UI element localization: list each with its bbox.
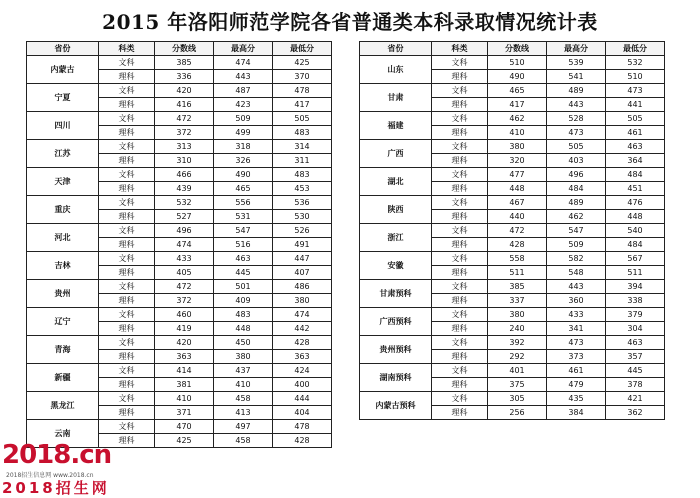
min-score-cell: 442 [273, 322, 332, 336]
max-score-cell: 509 [214, 112, 273, 126]
province-cell: 四川 [27, 112, 99, 140]
cutoff-score-cell: 414 [155, 364, 214, 378]
min-score-cell: 463 [606, 336, 665, 350]
max-score-cell: 487 [214, 84, 273, 98]
table-header-row [360, 42, 665, 56]
cutoff-score-cell: 240 [488, 322, 547, 336]
cutoff-score-cell: 460 [155, 308, 214, 322]
min-score-cell: 444 [273, 392, 332, 406]
max-score-cell: 473 [547, 126, 606, 140]
max-score-cell: 413 [214, 406, 273, 420]
cutoff-score-cell: 472 [155, 280, 214, 294]
max-score-cell: 489 [547, 196, 606, 210]
min-score-cell: 424 [273, 364, 332, 378]
cutoff-score-cell: 292 [488, 350, 547, 364]
min-score-cell: 474 [273, 308, 332, 322]
subject-cell: 文科 [99, 140, 155, 154]
subject-cell: 文科 [432, 308, 488, 322]
subject-cell: 理科 [99, 154, 155, 168]
max-score-cell: 556 [214, 196, 273, 210]
max-score-cell: 380 [214, 350, 273, 364]
subject-cell: 文科 [99, 84, 155, 98]
province-cell: 浙江 [360, 224, 432, 252]
cutoff-score-cell: 511 [488, 266, 547, 280]
max-score-cell: 505 [547, 140, 606, 154]
min-score-cell: 338 [606, 294, 665, 308]
min-score-cell: 478 [273, 420, 332, 434]
subject-cell: 理科 [99, 406, 155, 420]
province-cell: 甘肃 [360, 84, 432, 112]
subject-cell: 理科 [99, 182, 155, 196]
min-score-cell: 461 [606, 126, 665, 140]
province-cell: 江苏 [27, 140, 99, 168]
min-score-cell: 357 [606, 350, 665, 364]
min-score-cell: 540 [606, 224, 665, 238]
max-score-cell: 461 [547, 364, 606, 378]
subject-cell: 文科 [432, 56, 488, 70]
table-row [360, 336, 665, 350]
table-row [360, 308, 665, 322]
min-score-cell: 304 [606, 322, 665, 336]
min-score-cell: 536 [273, 196, 332, 210]
cutoff-score-cell: 496 [155, 224, 214, 238]
subject-cell: 文科 [432, 168, 488, 182]
cutoff-score-cell: 466 [155, 168, 214, 182]
min-score-cell: 567 [606, 252, 665, 266]
max-score-cell: 541 [547, 70, 606, 84]
cutoff-score-cell: 472 [155, 112, 214, 126]
subject-cell: 文科 [99, 392, 155, 406]
cutoff-score-cell: 405 [155, 266, 214, 280]
table-row [360, 56, 665, 70]
subject-cell: 理科 [99, 378, 155, 392]
province-cell: 内蒙古 [27, 56, 99, 84]
cutoff-score-cell: 363 [155, 350, 214, 364]
cutoff-score-cell: 417 [488, 98, 547, 112]
subject-cell: 理科 [432, 182, 488, 196]
cutoff-score-cell: 532 [155, 196, 214, 210]
cutoff-score-cell: 439 [155, 182, 214, 196]
min-score-cell: 476 [606, 196, 665, 210]
min-score-cell: 428 [273, 336, 332, 350]
subject-cell: 文科 [99, 252, 155, 266]
cutoff-score-cell: 420 [155, 336, 214, 350]
province-cell: 甘肃预科 [360, 280, 432, 308]
max-score-cell: 458 [214, 392, 273, 406]
min-score-cell: 473 [606, 84, 665, 98]
max-score-cell: 448 [214, 322, 273, 336]
table-row [27, 308, 332, 322]
table-row [27, 140, 332, 154]
min-score-cell: 447 [273, 252, 332, 266]
cutoff-score-cell: 416 [155, 98, 214, 112]
max-score-cell: 463 [214, 252, 273, 266]
subject-cell: 文科 [99, 168, 155, 182]
watermark-main-text: 2018.cn [2, 440, 112, 470]
table-row [27, 420, 332, 434]
subject-cell: 文科 [99, 224, 155, 238]
cutoff-score-cell: 410 [488, 126, 547, 140]
cutoff-score-cell: 448 [488, 182, 547, 196]
subject-cell: 理科 [432, 238, 488, 252]
cutoff-score-cell: 474 [155, 238, 214, 252]
subject-cell: 理科 [99, 322, 155, 336]
cutoff-score-cell: 465 [488, 84, 547, 98]
subject-cell: 文科 [432, 196, 488, 210]
province-cell: 河北 [27, 224, 99, 252]
province-cell: 贵州预科 [360, 336, 432, 364]
province-cell: 广西 [360, 140, 432, 168]
cutoff-score-cell: 433 [155, 252, 214, 266]
min-score-cell: 478 [273, 84, 332, 98]
min-score-cell: 362 [606, 406, 665, 420]
subject-cell: 理科 [432, 98, 488, 112]
min-score-cell: 379 [606, 308, 665, 322]
max-score-cell: 433 [547, 308, 606, 322]
min-score-cell: 484 [606, 238, 665, 252]
cutoff-score-cell: 420 [155, 84, 214, 98]
subject-cell: 文科 [432, 140, 488, 154]
province-cell: 湖南预科 [360, 364, 432, 392]
cutoff-score-cell: 467 [488, 196, 547, 210]
max-score-cell: 547 [547, 224, 606, 238]
max-score-cell: 409 [214, 294, 273, 308]
max-score-cell: 484 [547, 182, 606, 196]
max-score-cell: 384 [547, 406, 606, 420]
subject-cell: 文科 [99, 364, 155, 378]
max-score-cell: 509 [547, 238, 606, 252]
province-cell: 湖北 [360, 168, 432, 196]
max-score-cell: 458 [214, 434, 273, 448]
subject-cell: 文科 [99, 112, 155, 126]
subject-cell: 理科 [432, 322, 488, 336]
subject-cell: 文科 [432, 84, 488, 98]
table-row [27, 196, 332, 210]
subject-cell: 文科 [99, 308, 155, 322]
min-score-cell: 491 [273, 238, 332, 252]
table-row [360, 224, 665, 238]
min-score-cell: 463 [606, 140, 665, 154]
max-score-cell: 403 [547, 154, 606, 168]
cutoff-score-cell: 310 [155, 154, 214, 168]
max-score-cell: 489 [547, 84, 606, 98]
cutoff-score-cell: 372 [155, 294, 214, 308]
table-row [360, 280, 665, 294]
max-score-cell: 499 [214, 126, 273, 140]
max-score-cell: 582 [547, 252, 606, 266]
max-score-cell: 318 [214, 140, 273, 154]
column-header: 省份 [360, 42, 432, 56]
max-score-cell: 516 [214, 238, 273, 252]
subject-cell: 文科 [432, 364, 488, 378]
table-row [27, 252, 332, 266]
min-score-cell: 505 [606, 112, 665, 126]
subject-cell: 理科 [99, 350, 155, 364]
min-score-cell: 417 [273, 98, 332, 112]
max-score-cell: 474 [214, 56, 273, 70]
cutoff-score-cell: 320 [488, 154, 547, 168]
min-score-cell: 378 [606, 378, 665, 392]
min-score-cell: 425 [273, 56, 332, 70]
cutoff-score-cell: 375 [488, 378, 547, 392]
subject-cell: 理科 [99, 126, 155, 140]
cutoff-score-cell: 385 [488, 280, 547, 294]
min-score-cell: 505 [273, 112, 332, 126]
column-header: 省份 [27, 42, 99, 56]
subject-cell: 理科 [432, 266, 488, 280]
min-score-cell: 530 [273, 210, 332, 224]
subject-cell: 理科 [99, 238, 155, 252]
watermark-small-text: 2018招生信息网 www.2018.cn [6, 472, 94, 479]
table-row [27, 280, 332, 294]
watermark-logo [0, 440, 170, 495]
page-title: 2015 年洛阳师范学院各省普通类本科录取情况统计表 [102, 10, 598, 34]
min-score-cell: 314 [273, 140, 332, 154]
min-score-cell: 363 [273, 350, 332, 364]
province-cell: 宁夏 [27, 84, 99, 112]
max-score-cell: 341 [547, 322, 606, 336]
min-score-cell: 407 [273, 266, 332, 280]
subject-cell: 理科 [432, 126, 488, 140]
subject-cell: 文科 [99, 336, 155, 350]
province-cell: 广西预科 [360, 308, 432, 336]
subject-cell: 理科 [99, 266, 155, 280]
province-cell: 安徽 [360, 252, 432, 280]
cutoff-score-cell: 381 [155, 378, 214, 392]
max-score-cell: 462 [547, 210, 606, 224]
max-score-cell: 497 [214, 420, 273, 434]
cutoff-score-cell: 380 [488, 140, 547, 154]
cutoff-score-cell: 371 [155, 406, 214, 420]
min-score-cell: 441 [606, 98, 665, 112]
subject-cell: 理科 [432, 378, 488, 392]
max-score-cell: 443 [214, 70, 273, 84]
column-header: 最低分 [273, 42, 332, 56]
cutoff-score-cell: 337 [488, 294, 547, 308]
min-score-cell: 483 [273, 126, 332, 140]
province-cell: 重庆 [27, 196, 99, 224]
cutoff-score-cell: 425 [155, 434, 214, 448]
max-score-cell: 465 [214, 182, 273, 196]
min-score-cell: 511 [606, 266, 665, 280]
min-score-cell: 400 [273, 378, 332, 392]
table-row [27, 84, 332, 98]
watermark-bottom-text: 2018招生网 [2, 479, 110, 497]
table-row [27, 392, 332, 406]
max-score-cell: 443 [547, 98, 606, 112]
min-score-cell: 445 [606, 364, 665, 378]
cutoff-score-cell: 440 [488, 210, 547, 224]
province-cell: 黑龙江 [27, 392, 99, 420]
subject-cell: 理科 [99, 294, 155, 308]
province-cell: 云南 [27, 420, 99, 448]
cutoff-score-cell: 336 [155, 70, 214, 84]
table-row [360, 140, 665, 154]
subject-cell: 理科 [432, 350, 488, 364]
province-cell: 辽宁 [27, 308, 99, 336]
subject-cell: 文科 [432, 392, 488, 406]
max-score-cell: 496 [547, 168, 606, 182]
province-cell: 新疆 [27, 364, 99, 392]
cutoff-score-cell: 256 [488, 406, 547, 420]
max-score-cell: 547 [214, 224, 273, 238]
cutoff-score-cell: 372 [155, 126, 214, 140]
cutoff-score-cell: 527 [155, 210, 214, 224]
table-row [27, 336, 332, 350]
min-score-cell: 370 [273, 70, 332, 84]
cutoff-score-cell: 477 [488, 168, 547, 182]
min-score-cell: 311 [273, 154, 332, 168]
table-row [360, 84, 665, 98]
cutoff-score-cell: 470 [155, 420, 214, 434]
max-score-cell: 373 [547, 350, 606, 364]
subject-cell: 理科 [432, 210, 488, 224]
min-score-cell: 421 [606, 392, 665, 406]
score-table-left [26, 41, 332, 448]
min-score-cell: 483 [273, 168, 332, 182]
min-score-cell: 510 [606, 70, 665, 84]
min-score-cell: 532 [606, 56, 665, 70]
table-row [27, 56, 332, 70]
cutoff-score-cell: 472 [488, 224, 547, 238]
column-header: 最高分 [214, 42, 273, 56]
subject-cell: 理科 [432, 294, 488, 308]
province-cell: 青海 [27, 336, 99, 364]
subject-cell: 文科 [99, 280, 155, 294]
min-score-cell: 486 [273, 280, 332, 294]
table-row [360, 168, 665, 182]
column-header: 最高分 [547, 42, 606, 56]
min-score-cell: 380 [273, 294, 332, 308]
min-score-cell: 428 [273, 434, 332, 448]
province-cell: 山东 [360, 56, 432, 84]
max-score-cell: 501 [214, 280, 273, 294]
subject-cell: 理科 [432, 70, 488, 84]
max-score-cell: 528 [547, 112, 606, 126]
cutoff-score-cell: 410 [155, 392, 214, 406]
max-score-cell: 473 [547, 336, 606, 350]
province-cell: 天津 [27, 168, 99, 196]
cutoff-score-cell: 490 [488, 70, 547, 84]
max-score-cell: 443 [547, 280, 606, 294]
max-score-cell: 539 [547, 56, 606, 70]
table-row [360, 252, 665, 266]
min-score-cell: 451 [606, 182, 665, 196]
max-score-cell: 435 [547, 392, 606, 406]
max-score-cell: 531 [214, 210, 273, 224]
column-header: 分数线 [155, 42, 214, 56]
max-score-cell: 437 [214, 364, 273, 378]
cutoff-score-cell: 462 [488, 112, 547, 126]
max-score-cell: 445 [214, 266, 273, 280]
min-score-cell: 453 [273, 182, 332, 196]
province-cell: 福建 [360, 112, 432, 140]
cutoff-score-cell: 419 [155, 322, 214, 336]
max-score-cell: 450 [214, 336, 273, 350]
min-score-cell: 394 [606, 280, 665, 294]
province-cell: 陕西 [360, 196, 432, 224]
table-row [27, 224, 332, 238]
cutoff-score-cell: 392 [488, 336, 547, 350]
cutoff-score-cell: 558 [488, 252, 547, 266]
max-score-cell: 360 [547, 294, 606, 308]
score-table-right [359, 41, 665, 420]
cutoff-score-cell: 313 [155, 140, 214, 154]
subject-cell: 文科 [99, 420, 155, 434]
table-row [360, 112, 665, 126]
province-cell: 贵州 [27, 280, 99, 308]
subject-cell: 理科 [99, 98, 155, 112]
table-row [360, 364, 665, 378]
min-score-cell: 364 [606, 154, 665, 168]
table-row [360, 392, 665, 406]
subject-cell: 文科 [432, 280, 488, 294]
max-score-cell: 479 [547, 378, 606, 392]
min-score-cell: 526 [273, 224, 332, 238]
table-header-row [27, 42, 332, 56]
table-row [27, 168, 332, 182]
column-header: 科类 [432, 42, 488, 56]
table-row [27, 364, 332, 378]
column-header: 科类 [99, 42, 155, 56]
cutoff-score-cell: 305 [488, 392, 547, 406]
cutoff-score-cell: 428 [488, 238, 547, 252]
min-score-cell: 448 [606, 210, 665, 224]
min-score-cell: 484 [606, 168, 665, 182]
max-score-cell: 423 [214, 98, 273, 112]
min-score-cell: 404 [273, 406, 332, 420]
column-header: 最低分 [606, 42, 665, 56]
column-header: 分数线 [488, 42, 547, 56]
max-score-cell: 483 [214, 308, 273, 322]
subject-cell: 文科 [432, 336, 488, 350]
table-row [360, 196, 665, 210]
subject-cell: 理科 [99, 70, 155, 84]
province-cell: 吉林 [27, 252, 99, 280]
max-score-cell: 490 [214, 168, 273, 182]
subject-cell: 文科 [99, 196, 155, 210]
subject-cell: 文科 [99, 56, 155, 70]
subject-cell: 文科 [432, 252, 488, 266]
subject-cell: 理科 [99, 434, 155, 448]
subject-cell: 理科 [432, 154, 488, 168]
cutoff-score-cell: 401 [488, 364, 547, 378]
province-cell: 内蒙古预科 [360, 392, 432, 420]
subject-cell: 文科 [432, 224, 488, 238]
max-score-cell: 326 [214, 154, 273, 168]
max-score-cell: 548 [547, 266, 606, 280]
subject-cell: 理科 [432, 406, 488, 420]
subject-cell: 文科 [432, 112, 488, 126]
max-score-cell: 410 [214, 378, 273, 392]
cutoff-score-cell: 510 [488, 56, 547, 70]
subject-cell: 理科 [99, 210, 155, 224]
table-row [27, 112, 332, 126]
cutoff-score-cell: 385 [155, 56, 214, 70]
cutoff-score-cell: 380 [488, 308, 547, 322]
